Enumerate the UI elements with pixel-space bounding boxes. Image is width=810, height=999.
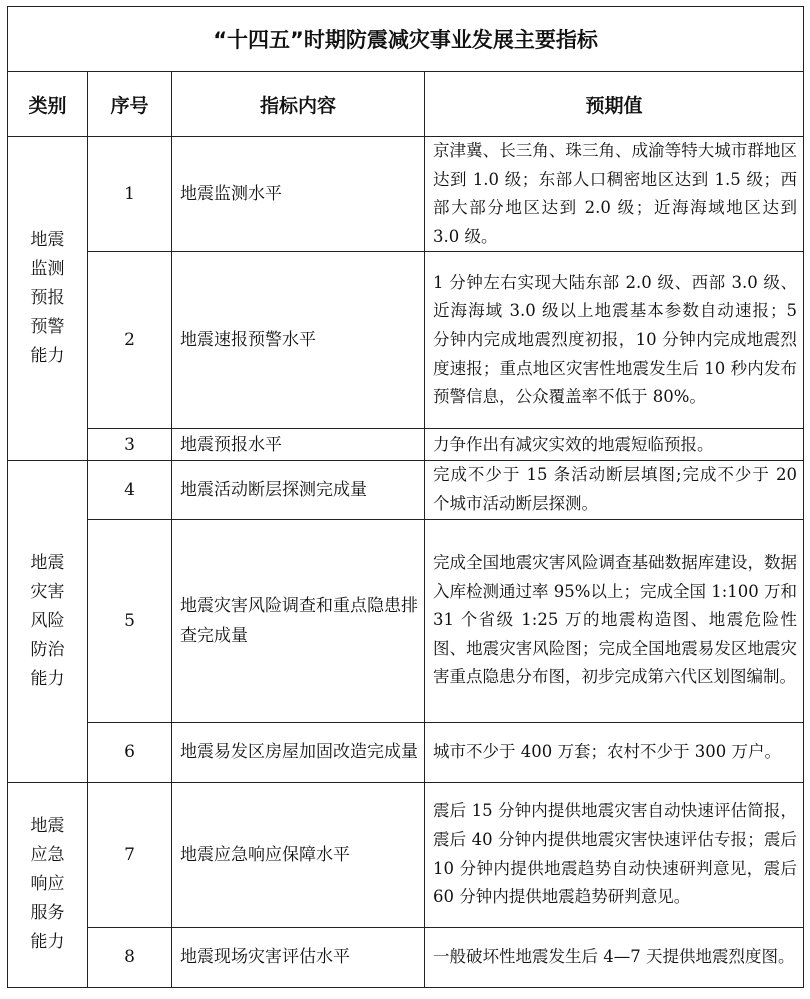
indicator-content: 地震预报水平	[172, 429, 425, 461]
row-number: 1	[88, 137, 172, 252]
row-number: 5	[88, 519, 172, 722]
category-label: 地震应急响应服务能力	[30, 816, 65, 953]
indicator-table	[7, 6, 804, 988]
indicator-content: 地震速报预警水平	[172, 252, 425, 429]
expected-value: 1 分钟左右实现大陆东部 2.0 级、西部 3.0 级、近海海域 3.0 级以上地震基本参数自动速报；5 分钟内完成地震烈度初报，10 分钟内完成地震烈度速报；重点地区灾害性地震发生后 10 秒内发布预警信息，公众覆盖率不低于 80%。	[425, 252, 804, 429]
expected-value: 城市不少于 400 万套；农村不少于 300 万户。	[425, 722, 804, 782]
category-label: 地震监测预报预警能力	[30, 230, 65, 367]
table-row	[8, 927, 804, 987]
table-row	[8, 519, 804, 722]
header-number: 序号	[88, 72, 172, 137]
table-row	[8, 429, 804, 461]
expected-value: 完成不少于 15 条活动断层填图;完成不少于 20 个城市活动断层探测。	[425, 461, 804, 519]
expected-value: 力争作出有减灾实效的地震短临预报。	[425, 429, 804, 461]
indicator-content: 地震灾害风险调查和重点隐患排查完成量	[172, 519, 425, 722]
table-row	[8, 722, 804, 782]
table-title: “十四五”时期防震减灾事业发展主要指标	[8, 7, 804, 72]
header-value: 预期值	[425, 72, 804, 137]
row-number: 2	[88, 252, 172, 429]
table-row	[8, 461, 804, 519]
table-row	[8, 782, 804, 927]
indicator-content: 地震现场灾害评估水平	[172, 927, 425, 987]
category-label: 地震灾害风险防治能力	[30, 552, 65, 689]
row-number: 3	[88, 429, 172, 461]
indicator-content: 地震易发区房屋加固改造完成量	[172, 722, 425, 782]
expected-value: 震后 15 分钟内提供地震灾害自动快速评估简报，震后 40 分钟内提供地震灾害快速评估专报；震后 10 分钟内提供地震趋势自动快速研判意见，震后 60 分钟内提供地震趋势研判意见。	[425, 782, 804, 927]
row-number: 7	[88, 782, 172, 927]
expected-value: 完成全国地震灾害风险调查基础数据库建设，数据入库检测通过率 95%以上；完成全国 1:100 万和 31 个省级 1:25 万的地震构造图、地震危险性图、地震灾害风险图；完成全国地震易发区地震灾害重点隐患分布图，初步完成第六代区划图编制。	[425, 519, 804, 722]
indicator-content: 地震活动断层探测完成量	[172, 461, 425, 519]
row-number: 4	[88, 461, 172, 519]
category-cell	[8, 461, 88, 782]
category-cell	[8, 782, 88, 987]
expected-value: 京津冀、长三角、珠三角、成渝等特大城市群地区达到 1.0 级；东部人口稠密地区达到 1.5 级；西部大部分地区达到 2.0 级；近海海域地区达到 3.0 级。	[425, 137, 804, 252]
header-category: 类别	[8, 72, 88, 137]
row-number: 6	[88, 722, 172, 782]
table-row	[8, 137, 804, 252]
category-cell	[8, 137, 88, 461]
indicator-content: 地震应急响应保障水平	[172, 782, 425, 927]
header-content: 指标内容	[172, 72, 425, 137]
row-number: 8	[88, 927, 172, 987]
indicator-content: 地震监测水平	[172, 137, 425, 252]
table-row	[8, 252, 804, 429]
expected-value: 一般破坏性地震发生后 4—7 天提供地震烈度图。	[425, 927, 804, 987]
